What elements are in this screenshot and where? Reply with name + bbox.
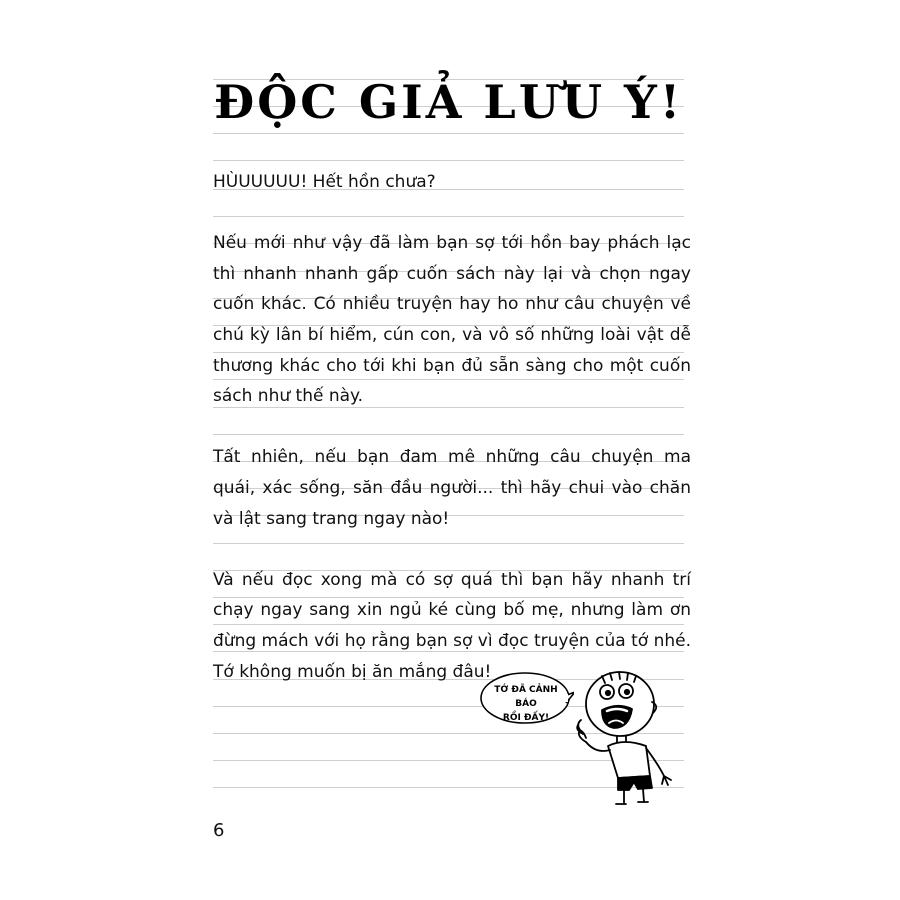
paragraph-horror-fans: Tất nhiên, nếu bạn đam mê những câu chuyện ma quái, xác sống, săn đầu người... thì hãy chui vào chăn và lật sang trang ngay nào! bbox=[213, 447, 691, 529]
page-number: 6 bbox=[213, 820, 225, 841]
cartoon-character-illustration bbox=[572, 668, 688, 808]
speech-bubble-text bbox=[483, 683, 569, 725]
speech-bubble-line-2: RỒI ĐẤY! bbox=[502, 713, 550, 723]
page-title: ĐỘC GIẢ LƯU Ý! bbox=[213, 75, 684, 129]
paragraph-warning: Nếu mới như vậy đã làm bạn sợ tới hồn bay phách lạc thì nhanh nhanh gấp cuốn sách này lại và chọn ngay cuốn khác. Có nhiều truyện hay ho như câu chuyện về chú kỳ lân bí hiểm, cún con, và vô số những loài vật dễ thương khác cho tới khi bạn đủ sẵn sàng cho một cuốn sách như thế này. bbox=[213, 233, 691, 407]
speech-bubble-line-1: TỚ ĐÃ CẢNH BÁO bbox=[494, 685, 558, 709]
paragraph-intro: HÙUUUUU! Hết hồn chưa? bbox=[213, 172, 436, 192]
ruled-line bbox=[213, 160, 684, 161]
body-text bbox=[213, 167, 691, 687]
paragraph-advice: Và nếu đọc xong mà có sợ quá thì bạn hãy nhanh trí chạy ngay sang xin ngủ ké cùng bố mẹ, nhưng làm ơn đừng mách với họ rằng bạn sợ vì đọc truyện của tớ nhé. Tớ không muốn bị ăn mắng đâu! bbox=[213, 569, 691, 682]
